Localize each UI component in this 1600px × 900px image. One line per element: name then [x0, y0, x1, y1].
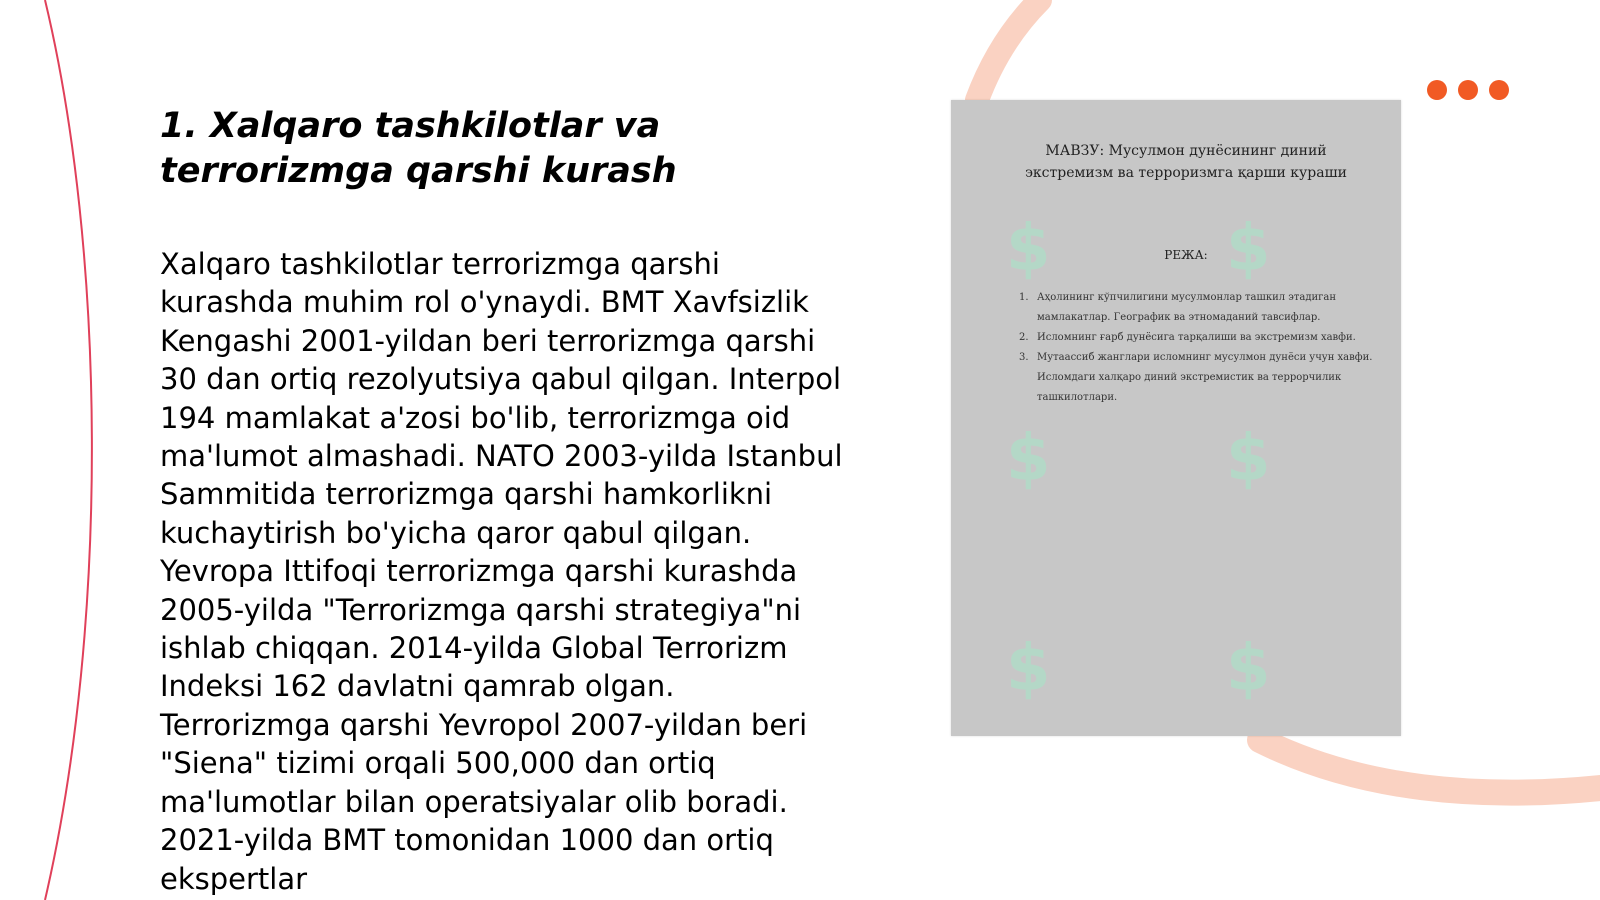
- document-plan-label: РЕЖА:: [1164, 248, 1208, 262]
- decor-arc-top: [977, 0, 1040, 100]
- svg-text:$: $: [1226, 422, 1271, 496]
- svg-text:$: $: [1006, 632, 1051, 706]
- svg-text:$: $: [1226, 632, 1271, 706]
- document-image: [951, 100, 1401, 736]
- svg-text:$: $: [1006, 422, 1051, 496]
- document-title: [981, 140, 1391, 184]
- slide-heading: 1. Xalqaro tashkilotlar va terrorizmga qarshi kurash: [160, 106, 677, 191]
- dot: [1489, 80, 1509, 100]
- document-plan-list: [1019, 288, 1374, 408]
- svg-text:$: $: [1226, 212, 1271, 286]
- list-item: 1. Аҳолининг кўпчилигини мусулмонлар ташкил этадиган мамлакатлар. Географик ва этномаданий тавсифлар.: [1019, 292, 1337, 323]
- three-dots-icon: [1427, 80, 1509, 100]
- slide-body-text: Xalqaro tashkilotlar terrorizmga qarshi kurashda muhim rol o'ynaydi. BMT Xavfsizlik Kengashi 2001-yildan beri terrorizmga qarshi 30 dan ortiq rezolyutsiya qabul qilgan. Interpol 194 mamlakat a'zosi bo'lib, terrorizmga oid ma'lumot almashadi. NATO 2003-yilda Istanbul Sammitida terrorizmga qarshi hamkorlikni kuchaytirish bo'yicha qaror qabul qilgan. Yevropa Ittifoqi terrorizmga qarshi kurashda 2005-yilda "Terrorizmga qarshi strategiya"ni ishlab chiqqan. 2014-yilda Global Terrorizm Indeksi 162 davlatni qamrab olgan. Terrorizmga qarshi Yevropol 2007-yildan beri "Siena" tizimi orqali 500,000 dan ortiq ma'lumotlar bilan operatsiyalar olib boradi. 2021-yilda BMT tomonidan 1000 dan ortiq ekspertlar: [160, 247, 843, 896]
- decor-arc-bottom: [1260, 740, 1600, 793]
- svg-text:$: $: [1006, 212, 1051, 286]
- list-item: 2. Исломнинг ғарб дунёсига тарқалиши ва экстремизм хавфи.: [1019, 332, 1356, 343]
- left-curve-line: [45, 0, 92, 900]
- watermark-pattern: [951, 100, 1401, 736]
- list-item: 3. Мутаассиб жанглари исломнинг мусулмон дунёси учун хавфи. Исломдаги халқаро диний экстремистик ва террорчилик ташкилотлари.: [1019, 352, 1373, 403]
- dot: [1458, 80, 1478, 100]
- document-title-line-2: экстремизм ва терроризмга қарши кураши: [1025, 165, 1347, 181]
- dot: [1427, 80, 1447, 100]
- document-title-line-1: МАВЗУ: Мусулмон дунёсининг диний: [1045, 143, 1327, 159]
